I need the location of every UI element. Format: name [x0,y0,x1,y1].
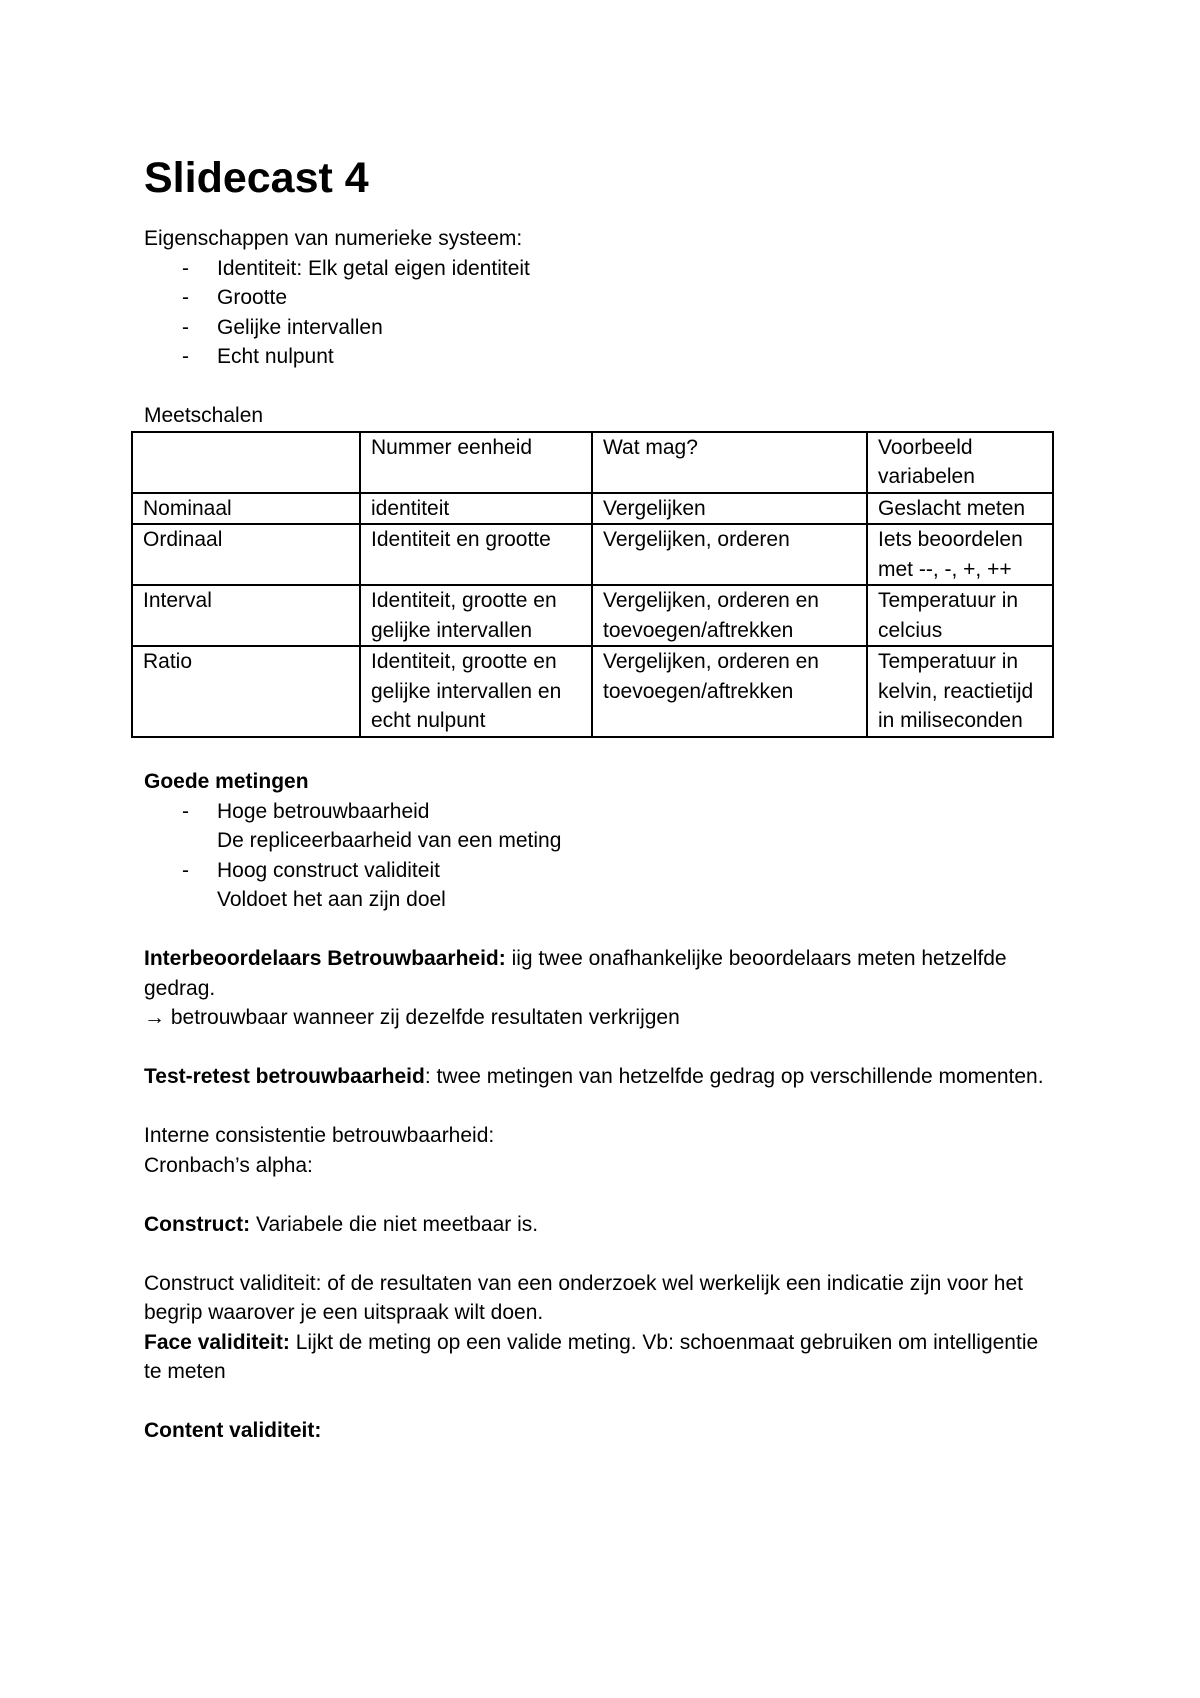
table-cell: Identiteit en grootte [360,524,592,585]
internal-consistency-line: Interne consistentie betrouwbaarheid: [144,1124,495,1147]
table-row [132,524,1053,585]
list-item: - Grootte [144,283,1056,313]
table-header-cell: Voorbeeld variabelen [867,432,1053,493]
term: Face validiteit: [144,1330,290,1354]
table-header-cell [132,432,360,493]
interrater-paragraph: Interbeoordelaars Betrouwbaarheid: iig twee onafhankelijke beoordelaars meten hetzelfde gedrag. [144,947,1007,1000]
construct-validity-paragraph: Construct validiteit: of de resultaten van een onderzoek wel werkelijk een indicatie zijn voor het begrip waarover je een uitspraak wilt doen. [144,1271,1023,1324]
scales-heading: Meetschalen [144,404,264,427]
table-cell: identiteit [360,493,592,525]
table-row [132,646,1053,737]
construct-paragraph: Construct: Variabele die niet meetbaar is. [144,1212,539,1236]
list-item-main: Hoge betrouwbaarheid [217,799,430,823]
table-row [132,585,1053,646]
cronbach-line: Cronbach’s alpha: [144,1153,313,1177]
table-cell: Temperatuur in kelvin, reactietijd in miliseconden [867,646,1053,737]
term: Test-retest betrouwbaarheid [144,1065,425,1088]
properties-list [144,254,1056,372]
good-measurements-heading: Goede metingen [144,770,309,793]
table-cell: Identiteit, grootte en gelijke intervallen [360,585,592,646]
list-item: - Identiteit: Elk getal eigen identiteit [144,254,1056,284]
table-cell: Geslacht meten [867,493,1053,525]
table-cell: Vergelijken, orderen [592,524,867,585]
list-item-sub: Voldoet het aan zijn doel [217,888,446,911]
table-cell: Vergelijken, orderen en toevoegen/aftrekken [592,585,867,646]
term: Construct: [144,1212,251,1236]
list-item [144,856,1056,915]
table-row [132,493,1053,525]
table-header-cell: Nummer eenheid [360,432,592,493]
table-cell: Identiteit, grootte en gelijke intervallen en echt nulpunt [360,646,592,737]
page-title: Slidecast 4 [144,154,369,202]
table-cell: Temperatuur in celcius [867,585,1053,646]
list-item [144,797,1056,856]
test-retest-paragraph: Test-retest betrouwbaarheid: twee metingen van hetzelfde gedrag op verschillende momenten. [144,1065,1044,1088]
list-item: - Gelijke intervallen [144,313,1056,343]
interrater-note: → betrouwbaar wanneer zij dezelfde resultaten verkrijgen [144,1006,680,1029]
list-item: - Echt nulpunt [144,342,1056,372]
list-item-sub: De repliceerbaarheid van een meting [217,829,562,852]
table-cell: Iets beoordelen met --, -, +, ++ [867,524,1053,585]
table-cell: Nominaal [132,493,360,525]
list-item-main: Hoog construct validiteit [217,858,440,882]
table-header-cell: Wat mag? [592,432,867,493]
table-cell: Interval [132,585,360,646]
table-cell: Ratio [132,646,360,737]
table-header-row [132,432,1053,493]
table-cell: Ordinaal [132,524,360,585]
content-validity-heading: Content validiteit: [144,1419,322,1442]
properties-heading: Eigenschappen van numerieke systeem: [144,227,523,250]
scales-table [131,431,1054,738]
table-cell: Vergelijken, orderen en toevoegen/aftrekken [592,646,867,737]
table-cell: Vergelijken [592,493,867,525]
good-measurements-list [144,797,1056,915]
term: Interbeoordelaars Betrouwbaarheid: [144,947,506,970]
document-page [144,150,1056,1446]
face-validity-paragraph: Face validiteit: Lijkt de meting op een valide meting. Vb: schoenmaat gebruiken om intelligentie te meten [144,1330,1039,1383]
